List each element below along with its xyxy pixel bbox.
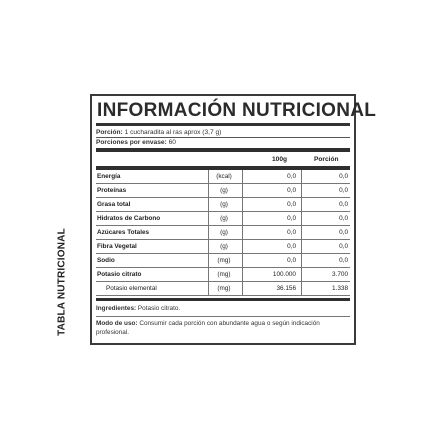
nutrient-value-100g: 0,0 xyxy=(287,257,296,264)
nutrient-value-portion: 0,0 xyxy=(339,215,348,222)
ingredients-value: Potasio citrato. xyxy=(137,305,181,312)
servings-per-container-label: Porciones por envase: xyxy=(96,139,167,146)
column-divider xyxy=(208,170,209,183)
column-divider xyxy=(301,254,302,267)
nutrient-unit: (g) xyxy=(220,201,228,208)
nutrient-name: Potasio citrato xyxy=(97,271,142,278)
nutrient-name: Proteínas xyxy=(97,187,127,194)
nutrient-name: Azúcares Totales xyxy=(97,229,150,236)
nutrient-value-100g: 0,0 xyxy=(287,187,296,194)
nutrient-value-portion: 0,0 xyxy=(339,229,348,236)
servings-per-container-line xyxy=(96,138,350,147)
column-divider xyxy=(301,212,302,225)
column-divider xyxy=(242,282,243,295)
nutrient-name: Sodio xyxy=(97,257,115,264)
column-header-portion: Porción xyxy=(314,155,339,163)
usage-line xyxy=(96,319,350,337)
nutrient-name: Grasa total xyxy=(97,201,131,208)
column-divider xyxy=(242,212,243,225)
title-rule xyxy=(96,123,350,126)
column-divider xyxy=(208,254,209,267)
servings-per-container-value: 60 xyxy=(168,139,176,146)
nutrient-name: Potasio elemental xyxy=(106,285,157,292)
column-divider xyxy=(242,268,243,281)
column-divider xyxy=(208,198,209,211)
column-divider xyxy=(242,254,243,267)
table-row xyxy=(96,198,350,212)
nutrient-unit: (g) xyxy=(220,215,228,222)
column-divider xyxy=(242,184,243,197)
nutrient-name: Hidratos de Carbono xyxy=(97,215,161,222)
nutrient-unit: (g) xyxy=(220,229,228,236)
column-divider xyxy=(208,184,209,197)
table-row xyxy=(96,184,350,198)
column-divider xyxy=(301,226,302,239)
nutrient-value-100g: 100.000 xyxy=(272,271,296,278)
nutrient-unit: (mg) xyxy=(217,271,231,278)
ingredients-label: Ingredientes: xyxy=(96,305,137,312)
serving-value: 1 cucharadita al ras aprox (3,7 g) xyxy=(124,129,222,136)
nutrient-unit: (g) xyxy=(220,243,228,250)
nutrient-value-portion: 0,0 xyxy=(339,243,348,250)
nutrient-value-100g: 36.156 xyxy=(276,285,296,292)
nutrition-facts-panel xyxy=(90,94,377,345)
column-divider xyxy=(208,226,209,239)
nutrient-value-portion: 3.700 xyxy=(332,271,348,278)
nutrient-value-100g: 0,0 xyxy=(287,215,296,222)
column-header-100g: 100g xyxy=(272,155,288,163)
column-divider xyxy=(208,212,209,225)
nutrient-name: Fibra Vegetal xyxy=(97,243,137,250)
nutrient-name: Energía xyxy=(97,173,121,180)
nutrient-unit: (kcal) xyxy=(216,173,232,180)
table-row xyxy=(96,226,350,240)
table-row xyxy=(96,254,350,268)
nutrient-value-100g: 0,0 xyxy=(287,229,296,236)
column-divider xyxy=(242,226,243,239)
column-divider xyxy=(301,282,302,295)
column-divider xyxy=(301,184,302,197)
usage-value: Consumir cada porción con abundante agua o según indicación profesional. xyxy=(96,320,320,336)
serving-label: Porción: xyxy=(96,129,123,136)
nutrient-value-portion: 0,0 xyxy=(339,173,348,180)
column-divider xyxy=(301,268,302,281)
nutrient-unit: (mg) xyxy=(217,257,231,264)
column-divider xyxy=(208,282,209,295)
nutrient-value-100g: 0,0 xyxy=(287,243,296,250)
column-divider xyxy=(242,240,243,253)
column-headers xyxy=(96,152,350,166)
column-divider xyxy=(242,170,243,183)
nutrient-value-portion: 1.338 xyxy=(332,285,348,292)
nutrient-value-100g: 0,0 xyxy=(287,201,296,208)
serving-line xyxy=(96,128,350,137)
column-divider xyxy=(301,240,302,253)
table-row xyxy=(96,170,350,184)
panel-title: INFORMACIÓN NUTRICIONAL xyxy=(97,100,377,121)
table-row xyxy=(96,240,350,254)
nutrient-unit: (g) xyxy=(220,187,228,194)
column-divider xyxy=(242,198,243,211)
nutrient-value-portion: 0,0 xyxy=(339,187,348,194)
column-divider xyxy=(301,170,302,183)
nutrient-value-100g: 0,0 xyxy=(287,173,296,180)
nutrient-value-portion: 0,0 xyxy=(339,201,348,208)
nutrient-table xyxy=(96,170,350,296)
nutrient-unit: (mg) xyxy=(217,285,231,292)
table-row xyxy=(96,268,350,282)
usage-label: Modo de uso: xyxy=(96,320,138,327)
side-label: TABLA NUTRICIONAL xyxy=(56,228,68,336)
table-end-bar xyxy=(96,298,350,301)
footer-divider xyxy=(96,316,350,317)
ingredients-line xyxy=(96,304,350,313)
column-divider xyxy=(208,240,209,253)
table-row xyxy=(96,282,350,296)
nutrient-value-portion: 0,0 xyxy=(339,257,348,264)
table-row xyxy=(96,212,350,226)
column-divider xyxy=(208,268,209,281)
column-divider xyxy=(301,198,302,211)
